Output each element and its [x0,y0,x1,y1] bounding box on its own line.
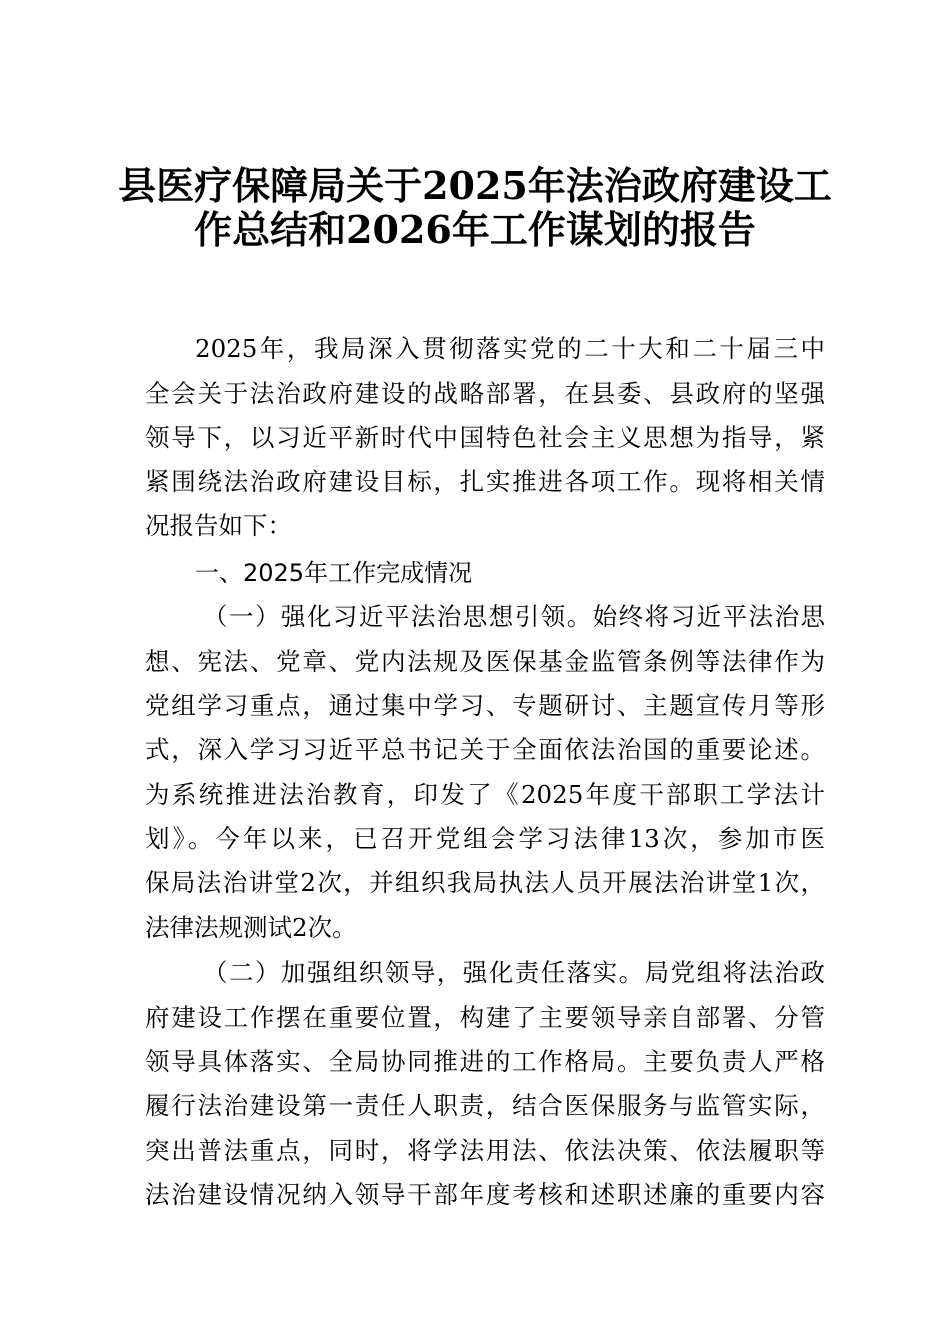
body-line: 保局法治讲堂2次，并组织我局执法人员开展法治讲堂1次， [145,868,825,897]
body-line: 为系统推进法治教育，印发了《2025年度干部职工学法计 [145,780,825,809]
subsection-heading-line: （一）强化习近平法治思想引领。始终将习近平法治思 [203,602,825,631]
body-line: 府建设工作摆在重要位置，构建了主要领导亲自部署、分管 [145,1003,825,1032]
body-line: 况报告如下： [145,511,292,540]
section-heading: 一、2025年工作完成情况 [195,559,473,587]
document-title-line-1: 县医疗保障局关于2025年法治政府建设工 [118,163,832,208]
body-line: 式，深入学习习近平总书记关于全面依法治国的重要论述。 [145,735,825,764]
body-line: 突出普法重点，同时，将学法用法、依法决策、依法履职等 [145,1136,825,1165]
body-line: 领导具体落实、全局协同推进的工作格局。主要负责人严格 [145,1047,825,1076]
body-line: 法治建设情况纳入领导干部年度考核和述职述廉的重要内容 [145,1180,825,1209]
body-line: 划》。今年以来，已召开党组会学习法律13次，参加市医 [145,824,825,853]
body-line: 紧围绕法治政府建设目标，扎实推进各项工作。现将相关情 [145,467,825,496]
body-line: 党组学习重点，通过集中学习、专题研讨、主题宣传月等形 [145,691,825,720]
body-line: 法律法规测试2次。 [145,913,357,942]
body-line: 想、宪法、党章、党内法规及医保基金监管条例等法律作为 [145,647,825,676]
subsection-heading-line: （二）加强组织领导，强化责任落实。局党组将法治政 [203,958,825,987]
body-line: 履行法治建设第一责任人职责，结合医保服务与监管实际， [145,1091,825,1120]
body-line: 领导下，以习近平新时代中国特色社会主义思想为指导，紧 [145,423,825,452]
body-line: 2025年，我局深入贯彻落实党的二十大和二十届三中 [195,334,825,363]
body-line: 全会关于法治政府建设的战略部署，在县委、县政府的坚强 [145,379,825,408]
document-title-line-2: 作总结和2026年工作谋划的报告 [194,207,756,252]
